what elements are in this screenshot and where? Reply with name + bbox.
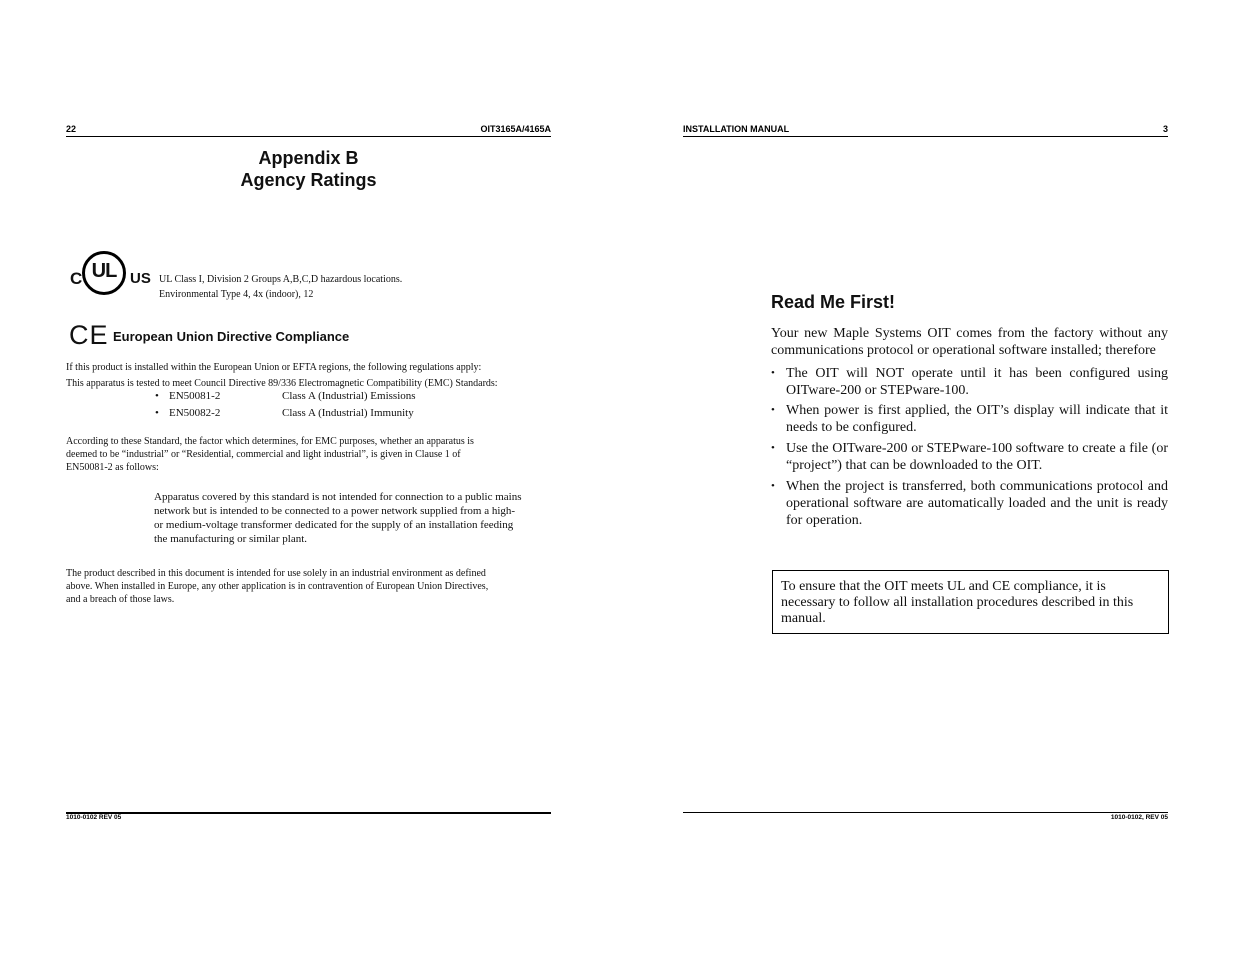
left-header-model: OIT3165A/4165A <box>480 124 551 134</box>
quote-line: network but is intended to be connected to a power network supplied from a high- <box>154 505 516 517</box>
list-item-text: Use the OITware-200 or STEPware-100 software to create a file (or “project”) that can be downloaded to the OIT. <box>786 441 1168 473</box>
bullet-icon: • <box>155 390 159 402</box>
eu-para2: This apparatus is tested to meet Council Directive 89/336 Electromagnetic Compatibility (EMC) Standards: <box>66 378 498 389</box>
appendix-title-line2: Agency Ratings <box>240 170 377 190</box>
quote-line: or medium-voltage transformer dedicated for the supply of an installation feeding <box>154 519 514 531</box>
read-me-intro: Your new Maple Systems OIT comes from the factory without any communications protocol or operational software installed; therefore <box>771 326 1168 358</box>
ce-mark-text: CE <box>69 320 109 350</box>
standard-code: EN50081-2 <box>169 390 221 402</box>
culus-logo-us: US <box>130 270 151 287</box>
culus-logo-ul: UL <box>91 260 117 282</box>
list-item <box>771 365 1168 399</box>
read-me-heading: Read Me First! <box>771 292 896 312</box>
bullet-icon: • <box>771 442 775 454</box>
eu-compliance-heading: European Union Directive Compliance <box>113 329 350 344</box>
right-header-rule <box>683 136 1168 137</box>
standard-desc: Class A (Industrial) Emissions <box>282 390 416 402</box>
standard-desc: Class A (Industrial) Immunity <box>282 407 414 419</box>
standard-row <box>155 390 416 402</box>
appendix-title <box>66 147 551 191</box>
list-item <box>771 402 1168 436</box>
standard-quote <box>154 490 551 546</box>
left-page-number: 22 <box>66 124 77 134</box>
bullet-icon: • <box>771 480 775 492</box>
ce-mark-icon <box>69 322 109 348</box>
para-line: and a breach of those laws. <box>66 594 175 605</box>
right-footer: 1010-0102, REV 05 <box>1110 814 1168 821</box>
para-line: deemed to be “industrial” or “Residential, commercial and light industrial”, is given in Clause 1 of <box>66 449 461 460</box>
left-footer-rule <box>66 812 551 814</box>
quote-line: the manufacturing or similar plant. <box>154 533 308 545</box>
culus-logo-c: C <box>70 269 83 288</box>
para-line: The product described in this document is intended for use solely in an industrial environment as defined <box>66 568 486 579</box>
bullet-icon: • <box>771 367 775 379</box>
right-page-number: 3 <box>1162 124 1168 134</box>
appendix-title-line1: Appendix B <box>258 148 359 168</box>
standard-row <box>155 407 414 419</box>
right-header-manual: INSTALLATION MANUAL <box>683 124 790 134</box>
compliance-note-box: To ensure that the OIT meets UL and CE compliance, it is necessary to follow all installation procedures described in this manual. <box>772 570 1169 634</box>
left-footer: 1010-0102 REV 05 <box>66 814 122 821</box>
ul-rating-line2: Environmental Type 4, 4x (indoor), 12 <box>159 289 314 300</box>
ul-rating-line1: UL Class I, Division 2 Groups A,B,C,D hazardous locations. <box>159 274 403 285</box>
para-line: EN50081-2 as follows: <box>66 462 159 473</box>
bullet-icon: • <box>771 404 775 416</box>
eu-para4 <box>66 567 488 606</box>
list-item-text: When the project is transferred, both communications protocol and operational software are automatically loaded and the unit is ready for operation. <box>786 479 1168 528</box>
para-line: above. When installed in Europe, any other application is in contravention of European Union Directives, <box>66 581 489 592</box>
para-line: According to these Standard, the factor which determines, for EMC purposes, whether an apparatus is <box>66 436 474 447</box>
right-footer-rule <box>683 812 1168 813</box>
left-header-rule <box>66 136 551 137</box>
list-item <box>771 478 1168 529</box>
list-item-text: When power is first applied, the OIT’s display will indicate that it needs to be configured. <box>786 403 1168 435</box>
quote-line: Apparatus covered by this standard is not intended for connection to a public mains <box>154 491 522 503</box>
culus-logo-icon <box>68 249 152 301</box>
bullet-icon: • <box>155 407 159 419</box>
eu-para3 <box>66 435 474 474</box>
list-item-text: The OIT will NOT operate until it has been configured using OITware-200 or STEPware-100. <box>786 366 1168 398</box>
list-item <box>771 440 1168 474</box>
standard-code: EN50082-2 <box>169 407 221 419</box>
eu-para1: If this product is installed within the European Union or EFTA regions, the following regulations apply: <box>66 362 482 373</box>
